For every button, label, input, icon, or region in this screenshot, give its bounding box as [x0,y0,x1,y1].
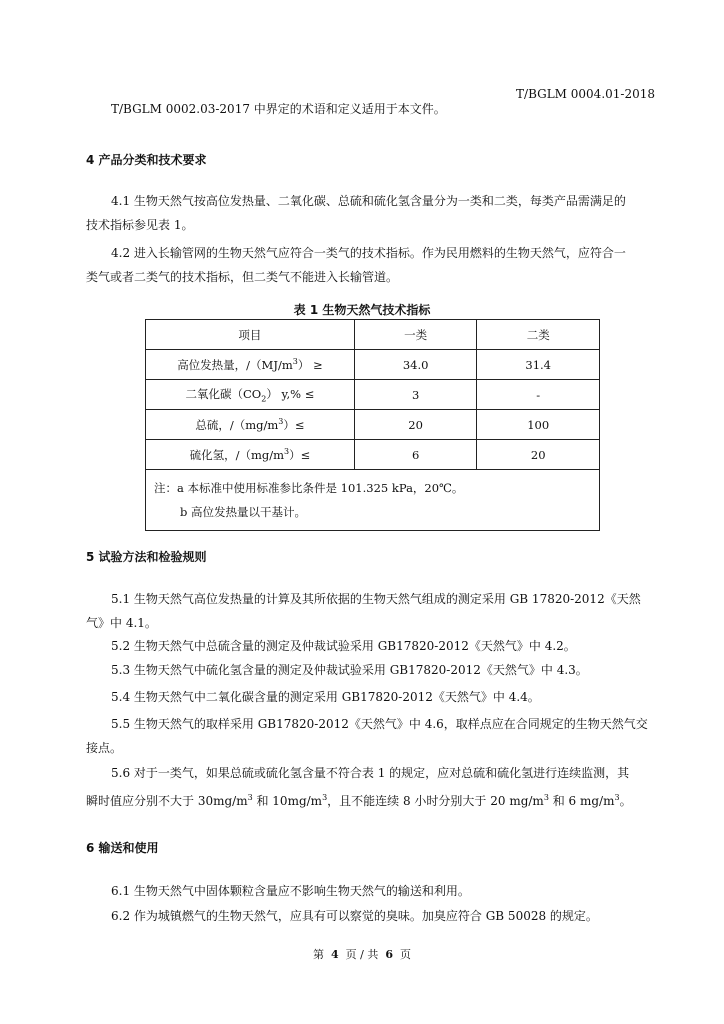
table-row [146,440,600,470]
table-row [146,350,600,380]
row-class2: - [477,380,600,410]
row-item: 总硫，$/(mg/m^3)\le$ [146,410,355,440]
row-item: 二氧化碳$(CO_2) y,\%$ ≤ [146,380,355,410]
section4-p1-line1: 4.1 生物天然气按高位发热量、二氧化碳、总硫和硫化氢含量分为一类和二类，每类产品需满足的 [111,194,626,208]
table-caption: 表 1 生物天然气技术指标 [293,303,431,317]
section5-line: 5.3 生物天然气中硫化氢含量的测定及仲裁试验采用 GB17820-2012《天然气》中 4.3。 [111,663,588,677]
row-item: 硫化氢，$/(mg/m^3)\le$ [146,440,355,470]
section5-line: 5.6 对于一类气，如果总硫或硫化氢含量不符合表 1 的规定，应对总硫和硫化氢进行连续监测，其 [111,766,630,780]
intro-line: T/BGLM 0002.03-2017 中界定的术语和定义适用于本文件。 [111,102,446,116]
section6-heading: 6 输送和使用 [86,841,159,855]
row-class1: 6 [354,440,477,470]
table-row [146,380,600,410]
row-class1: 34.0 [354,350,477,380]
row-class1: 20 [354,410,477,440]
table-header-row [146,320,600,350]
document-id: T/BGLM 0004.01-2018 [516,87,655,101]
section5-line: 瞬时值应分别不大于 $30mg/m^3$ 和 $10mg/m^3$，且不能连续 8 小时分别大于 20 $mg/m^3$ 和 6 $mg/m^3$。 [86,793,632,808]
section4-p2-line1: 4.2 进入长输管网的生物天然气应符合一类气的技术指标。作为民用燃料的生物天然气，应符合一 [111,246,626,260]
section6-line: 6.1 生物天然气中固体颗粒含量应不影响生物天然气的输送和利用。 [111,884,470,898]
note-a: 注：a 本标准中使用标准参比条件是 101.325 kPa，20℃。 [154,481,464,495]
section5-line: 气》中 4.1。 [86,616,157,630]
section4-p2-line2: 类气或者二类气的技术指标，但二类气不能进入长输管道。 [86,270,399,284]
table-row [146,410,600,440]
spec-table [145,319,600,531]
header-item: 项目 [146,320,355,350]
page-footer: 第 4 页 / 共 6 页 [312,948,411,961]
section5-line: 5.2 生物天然气中总硫含量的测定及仲裁试验采用 GB17820-2012《天然气》中 4.2。 [111,639,576,653]
header-class2: 二类 [477,320,600,350]
section5-line: 5.4 生物天然气中二氧化碳含量的测定采用 GB17820-2012《天然气》中 4.4。 [111,690,540,704]
section5-line: 接点。 [86,741,123,755]
section5-heading: 5 试验方法和检验规则 [86,550,207,564]
section5-line: 5.5 生物天然气的取样采用 GB17820-2012《天然气》中 4.6，取样点应在合同规定的生物天然气交 [111,717,648,731]
row-class2: 31.4 [477,350,600,380]
section4-heading: 4 产品分类和技术要求 [86,153,207,167]
section5-line: 5.1 生物天然气高位发热量的计算及其所依据的生物天然气组成的测定采用 GB 17820-2012《天然 [111,592,641,606]
section4-p1-line2: 技术指标参见表 1。 [86,218,194,232]
row-class1: 3 [354,380,477,410]
table-note [146,470,600,531]
note-b: b 高位发热量以干基计。 [180,505,307,519]
row-item: 高位发热量，$/(MJ/m^3)$ ≥ [146,350,355,380]
header-class1: 一类 [354,320,477,350]
row-class2: 20 [477,440,600,470]
section6-line: 6.2 作为城镇燃气的生物天然气，应具有可以察觉的臭味。加臭应符合 GB 50028 的规定。 [111,909,598,923]
table-note-row [146,470,600,531]
row-class2: 100 [477,410,600,440]
